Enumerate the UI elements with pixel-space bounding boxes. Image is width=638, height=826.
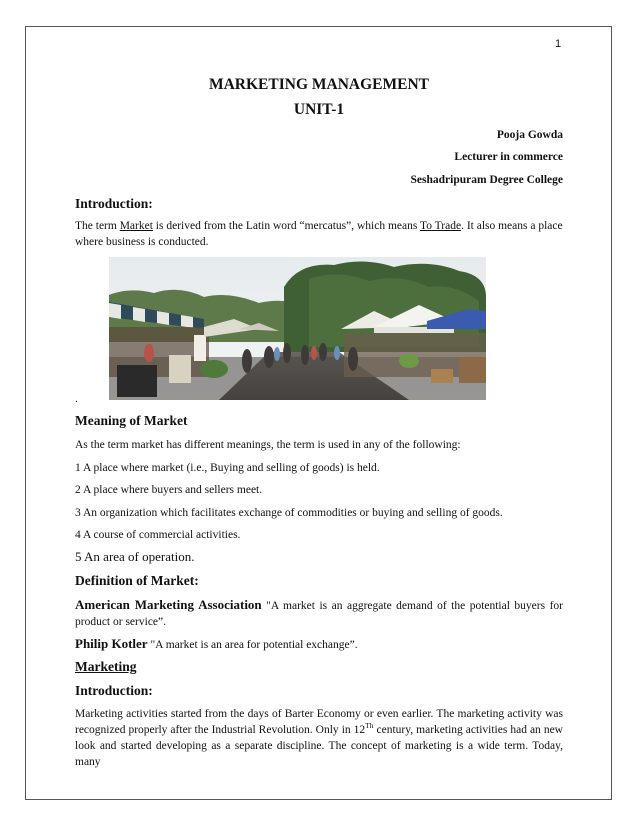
definition-heading: Definition of Market: bbox=[75, 573, 199, 588]
meaning-item-3: 3 An organization which facilitates exchange of commodities or buying and selling of goods. bbox=[75, 507, 503, 519]
marketing-intro-heading: Introduction: bbox=[75, 683, 153, 698]
intro-paragraph: The term Market is derived from the Latin word “mercatus”, which means To Trade. It also means a place where business is conducted. bbox=[75, 220, 563, 248]
market-term: Market bbox=[119, 220, 153, 232]
ama-name: American Marketing Association bbox=[75, 597, 262, 612]
meaning-item-4: 4 A course of commercial activities. bbox=[75, 529, 241, 541]
unit-title: UNIT-1 bbox=[293, 101, 345, 118]
page-number: 1 bbox=[555, 38, 562, 50]
author-college: Seshadripuram Degree College bbox=[410, 174, 563, 186]
marketing-paragraph: Marketing activities started from the days of Barter Economy or even earlier. The marketing activity was recognized properly after the Industrial Revolution. Only in 12Th century, marketing activities had an new look and started developing as a separate discipline. The concept of marketing is a wide term. Today, many bbox=[75, 708, 563, 768]
meaning-heading: Meaning of Market bbox=[75, 413, 188, 428]
to-trade-term: To Trade bbox=[420, 220, 462, 232]
document-title: MARKETING MANAGEMENT bbox=[208, 76, 429, 93]
author-name: Pooja Gowda bbox=[496, 129, 563, 141]
photo-caption: . bbox=[75, 393, 78, 405]
marketing-heading: Marketing bbox=[75, 659, 137, 674]
market-photo bbox=[109, 257, 486, 400]
meaning-item-5: 5 An area of operation. bbox=[75, 549, 195, 564]
kotler-definition: Philip Kotler "A market is an area for potential exchange”. bbox=[75, 636, 358, 651]
kotler-name: Philip Kotler bbox=[75, 636, 148, 651]
author-role: Lecturer in commerce bbox=[454, 151, 563, 163]
intro-heading: Introduction: bbox=[75, 196, 153, 211]
meaning-item-1: 1 A place where market (i.e., Buying and selling of goods) is held. bbox=[75, 462, 380, 474]
superscript-th: Th bbox=[365, 721, 374, 731]
ama-definition: American Marketing Association "A market is an aggregate demand of the potential buyers for product or service”. bbox=[75, 597, 563, 628]
meaning-lead: As the term market has different meanings, the term is used in any of the following: bbox=[75, 439, 461, 451]
meaning-item-2: 2 A place where buyers and sellers meet. bbox=[75, 484, 263, 496]
